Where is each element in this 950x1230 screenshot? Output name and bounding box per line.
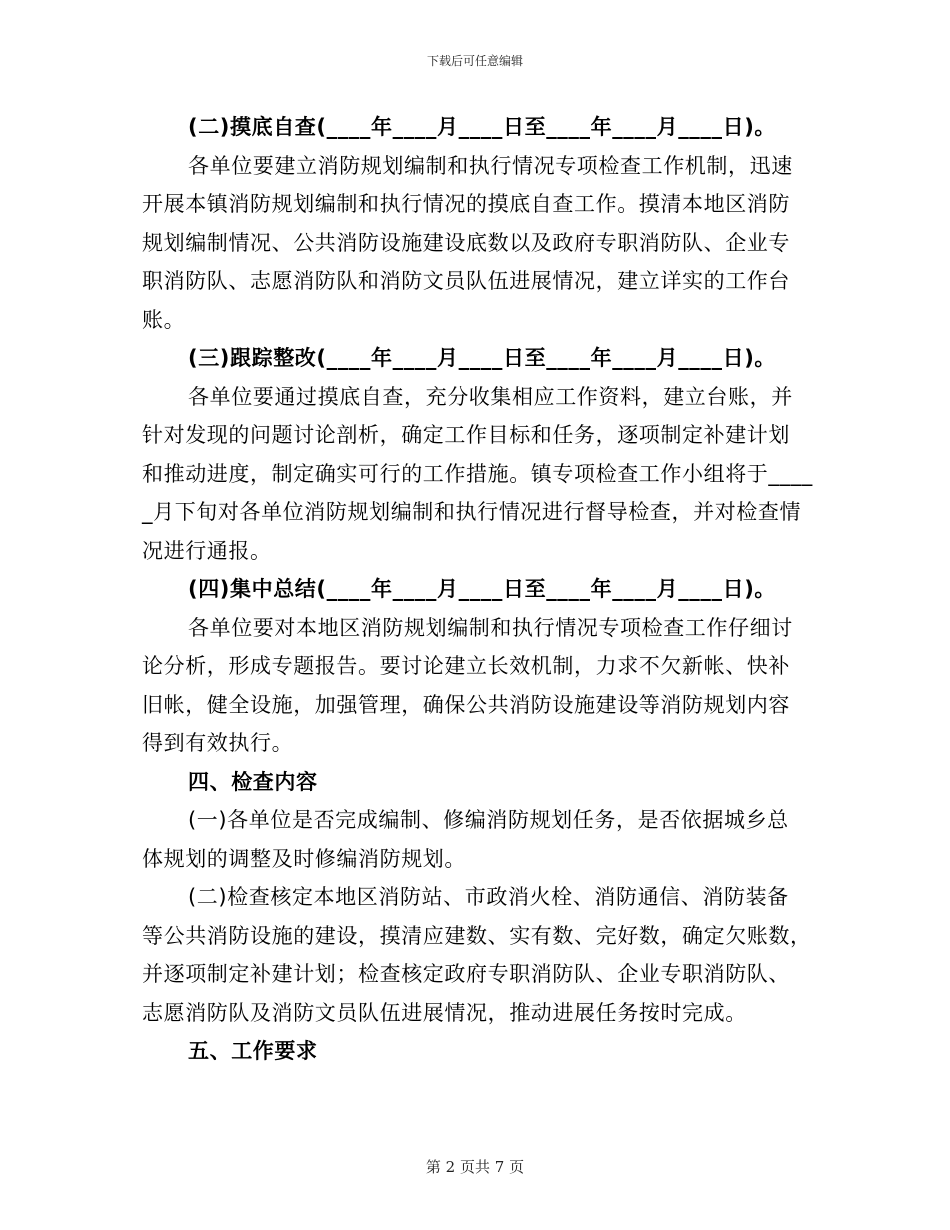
text-line: 针对发现的问题讨论剖析，确定工作目标和任务，逐项制定补建计划: [142, 423, 790, 447]
section-heading-inspection-content: 四、检查内容: [188, 769, 318, 794]
inspection-item-1: [142, 801, 810, 878]
text-line: 职消防队、志愿消防队和消防文员队伍进展情况，建立详实的工作台: [142, 269, 790, 293]
text-line: 志愿消防队及消防文员队伍进展情况，推动进展任务按时完成。: [142, 1000, 747, 1025]
section-heading-work-requirements: 五、工作要求: [188, 1039, 318, 1063]
text-line: 各单位要建立消防规划编制和执行情况专项检查工作机制，迅速: [188, 153, 793, 178]
inspection-item-2: [142, 878, 810, 1032]
section-heading-rectification: (三)跟踪整改(____年____月____日至____年____月____日)。: [188, 346, 776, 370]
text-line: 得到有效执行。: [142, 731, 294, 755]
section-body-rectification: [142, 378, 813, 571]
text-line: 况进行通报。: [142, 538, 272, 563]
page-header: 下载后可任意编辑: [426, 54, 523, 68]
text-line: (一)各单位是否完成编制、修编消防规划任务，是否依据城乡总: [188, 808, 789, 832]
section-heading-summary: (四)集中总结(____年____月____日至____年____月____日)。: [188, 577, 776, 601]
text-line: 论分析，形成专题报告。要讨论建立长效机制，力求不欠新帐、快补: [142, 654, 790, 678]
text-line: 和推动进度，制定确实可行的工作措施。镇专项检查工作小组将于____: [142, 461, 813, 486]
text-line: 并逐项制定补建计划；检查核定政府专职消防队、企业专职消防队、: [142, 962, 790, 986]
section-body-self-check: [142, 147, 810, 340]
text-line: 等公共消防设施的建设，摸清应建数、实有数、完好数，确定欠账数，: [142, 923, 812, 948]
section-body-summary: [142, 609, 810, 763]
text-line: 规划编制情况、公共消防设施建设底数以及政府专职消防队、企业专: [142, 230, 790, 255]
text-line: 账。: [142, 307, 186, 332]
text-line: (二)检查核定本地区消防站、市政消火栓、消防通信、消防装备: [188, 885, 789, 909]
text-line: 旧帐，健全设施，加强管理，确保公共消防设施建设等消防规划内容: [142, 692, 790, 717]
text-line: _月下旬对各单位消防规划编制和执行情况进行督导检查，并对检查情: [142, 500, 802, 524]
section-heading-self-check: (二)摸底自查(____年____月____日至____年____月____日)。: [188, 115, 776, 139]
text-line: 各单位要对本地区消防规划编制和执行情况专项检查工作仔细讨: [188, 615, 793, 640]
text-line: 体规划的调整及时修编消防规划。: [142, 846, 466, 871]
document-body: [142, 108, 813, 1071]
text-line: 开展本镇消防规划编制和执行情况的摸底自查工作。摸清本地区消防: [142, 192, 790, 216]
text-line: 各单位要通过摸底自查，充分收集相应工作资料，建立台账，并: [188, 384, 793, 409]
page-footer: 第 2 页共 7 页: [425, 1158, 525, 1176]
